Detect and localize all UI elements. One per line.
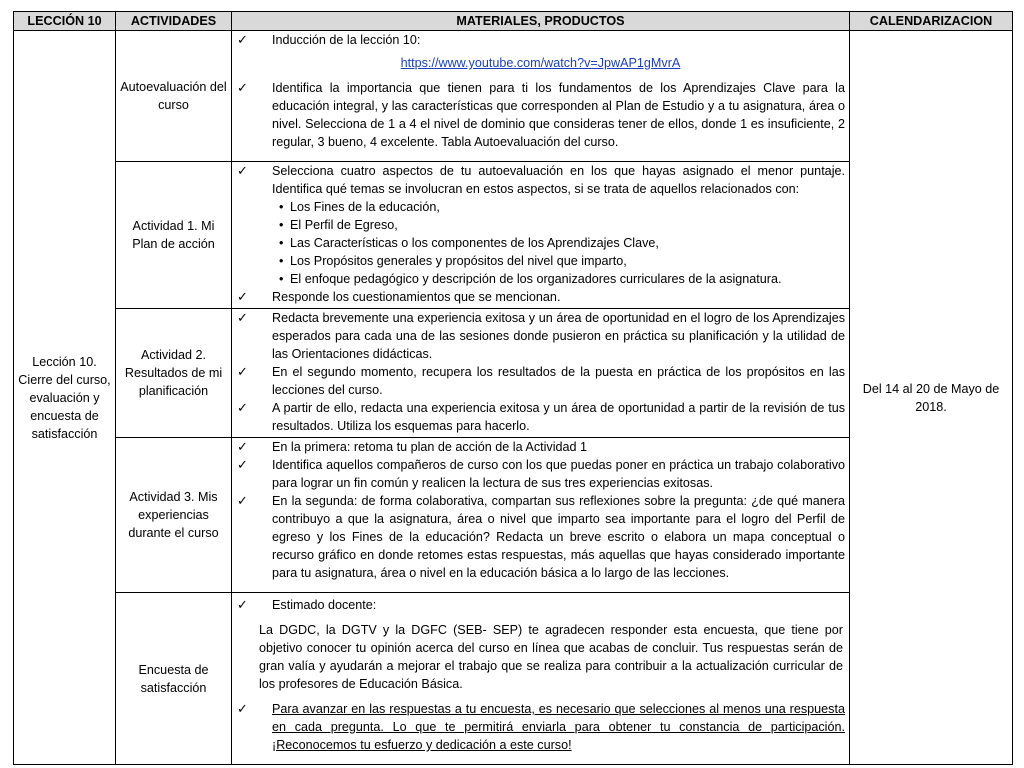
header-calendarizacion: CALENDARIZACION xyxy=(850,12,1013,31)
checkmark-icon: ✓ xyxy=(237,163,248,178)
materials-autoevaluacion xyxy=(232,31,850,162)
checkmark-icon: ✓ xyxy=(237,80,248,95)
checkmark-icon: ✓ xyxy=(237,364,248,379)
bullet-item: • El enfoque pedagógico y descripción de los organizadores curriculares de la asignatura. xyxy=(279,272,782,286)
checkmark-icon: ✓ xyxy=(237,597,248,612)
lesson-table xyxy=(13,11,1013,765)
bullet-item: • Los Fines de la educación, xyxy=(279,200,440,214)
header-leccion: LECCIÓN 10 xyxy=(14,12,116,31)
list-item: ✓ Identifica la importancia que tienen para ti los fundamentos de los Aprendizajes Clave para la educación integral, y las características que corresponden al Plan de Estudio y a tu asignatura, área o nivel. Selecciona de 1 a 4 el nivel de dominio que consideras tener de ellos, donde 1 es insuficiente, 2 regular, 3 bueno, 4 excelente. Tabla Autoevaluación del curso. xyxy=(237,80,845,149)
list-item: ✓ Para avanzar en las respuestas a tu encuesta, es necesario que selecciones al menos una respuesta en cada pregunta. Lo que te permitirá enviarla para obtener tu constancia de participación. ¡Reconocemos tu esfuerzo y dedicación a este curso! xyxy=(237,701,845,752)
list-item: ✓ En la primera: retoma tu plan de acción de la Actividad 1 xyxy=(237,439,588,454)
list-item: ✓ En la segunda: de forma colaborativa, compartan sus reflexiones sobre la pregunta: ¿de qué manera contribuyo a que la asignatura, área o nivel que imparto sea importante para el logro del Perfil de egreso y los Fines de la educación? Redacta un breve escrito o elabora un mapa conceptual o recurso gráfico en donde retomes estas respuestas, más aquellas que hayas considerado importante para tu asignatura, área o nivel en la educación básica a lo largo de las lecciones. xyxy=(237,493,845,580)
bullet-icon: • xyxy=(279,272,284,286)
list-item: ✓ Selecciona cuatro aspectos de tu autoevaluación en los que hayas asignado el menor puntaje. Identifica qué temas se involucran en estos aspectos, si se trata de aquellos relacionados con: xyxy=(237,163,845,196)
bullet-icon: • xyxy=(279,218,284,232)
list-item: ✓ En el segundo momento, recupera los resultados de la puesta en práctica de los propósitos en las lecciones del curso. xyxy=(237,364,845,397)
list-item: ✓ Inducción de la lección 10: xyxy=(237,32,421,47)
checkmark-icon: ✓ xyxy=(237,310,248,325)
list-item: ✓ Redacta brevemente una experiencia exitosa y un área de oportunidad en el logro de los Aprendizajes esperados para cada una de las sesiones donde pusieron en práctica su planificación y la utilidad de las Orientaciones didácticas. xyxy=(237,310,845,361)
row-autoevaluacion xyxy=(14,31,1013,162)
materials-actividad-1 xyxy=(232,162,850,309)
activity-actividad-3: Actividad 3. Mis experiencias durante el curso xyxy=(116,438,232,593)
header-materiales: MATERIALES, PRODUCTOS xyxy=(232,12,850,31)
materials-actividad-2 xyxy=(232,309,850,438)
bullet-item: • Las Características o los componentes de los Aprendizajes Clave, xyxy=(279,236,659,250)
checkmark-icon: ✓ xyxy=(237,457,248,472)
activity-encuesta: Encuesta de satisfacción xyxy=(116,593,232,765)
materials-encuesta xyxy=(232,593,850,765)
checkmark-icon: ✓ xyxy=(237,701,248,716)
checkmark-icon: ✓ xyxy=(237,493,248,508)
list-item: ✓ Estimado docente: xyxy=(237,597,377,612)
list-item: ✓ A partir de ello, redacta una experiencia exitosa y un área de oportunidad a partir de la revisión de tus resultados. Utiliza los esquemas para hacerlo. xyxy=(237,400,845,433)
activity-actividad-1: Actividad 1. Mi Plan de acción xyxy=(116,162,232,309)
checkmark-icon: ✓ xyxy=(237,400,248,415)
activity-actividad-2: Actividad 2. Resultados de mi planificación xyxy=(116,309,232,438)
list-item: ✓ Identifica aquellos compañeros de curso con los que puedas poner en práctica un trabajo colaborativo para lograr un fin común y realicen la lectura de sus tres experiencias exitosas. xyxy=(237,457,845,490)
activity-autoevaluacion: Autoevaluación del curso xyxy=(116,31,232,162)
calendar-cell: Del 14 al 20 de Mayo de 2018. xyxy=(850,31,1013,765)
bullet-item: • Los Propósitos generales y propósitos del nivel que imparto, xyxy=(279,254,627,268)
leccion-cell: Lección 10. Cierre del curso, evaluación y encuesta de satisfacción xyxy=(14,31,116,765)
survey-paragraph: La DGDC, la DGTV y la DGFC (SEB- SEP) te agradecen responder esta encuesta, que tiene por objetivo conocer tu opinión acerca del curso en línea que acabas de concluir. Tus respuestas serán de gran valía y ayudarán a mejorar el trabajo que se realiza para contribuir a la actualización curricular de los profesores de Educación Básica. xyxy=(259,623,843,691)
header-actividades: ACTIVIDADES xyxy=(116,12,232,31)
bullet-icon: • xyxy=(279,254,284,268)
checkmark-icon: ✓ xyxy=(237,32,248,47)
checkmark-icon: ✓ xyxy=(237,289,248,304)
checkmark-icon: ✓ xyxy=(237,439,248,454)
bullet-item: • El Perfil de Egreso, xyxy=(279,218,398,232)
list-item: ✓ Responde los cuestionamientos que se mencionan. xyxy=(237,289,561,304)
youtube-link[interactable]: https://www.youtube.com/watch?v=JpwAP1gMvrA xyxy=(400,56,681,70)
bullet-icon: • xyxy=(279,200,284,214)
materials-actividad-3 xyxy=(232,438,850,593)
header-row xyxy=(14,12,1013,31)
bullet-icon: • xyxy=(279,236,284,250)
